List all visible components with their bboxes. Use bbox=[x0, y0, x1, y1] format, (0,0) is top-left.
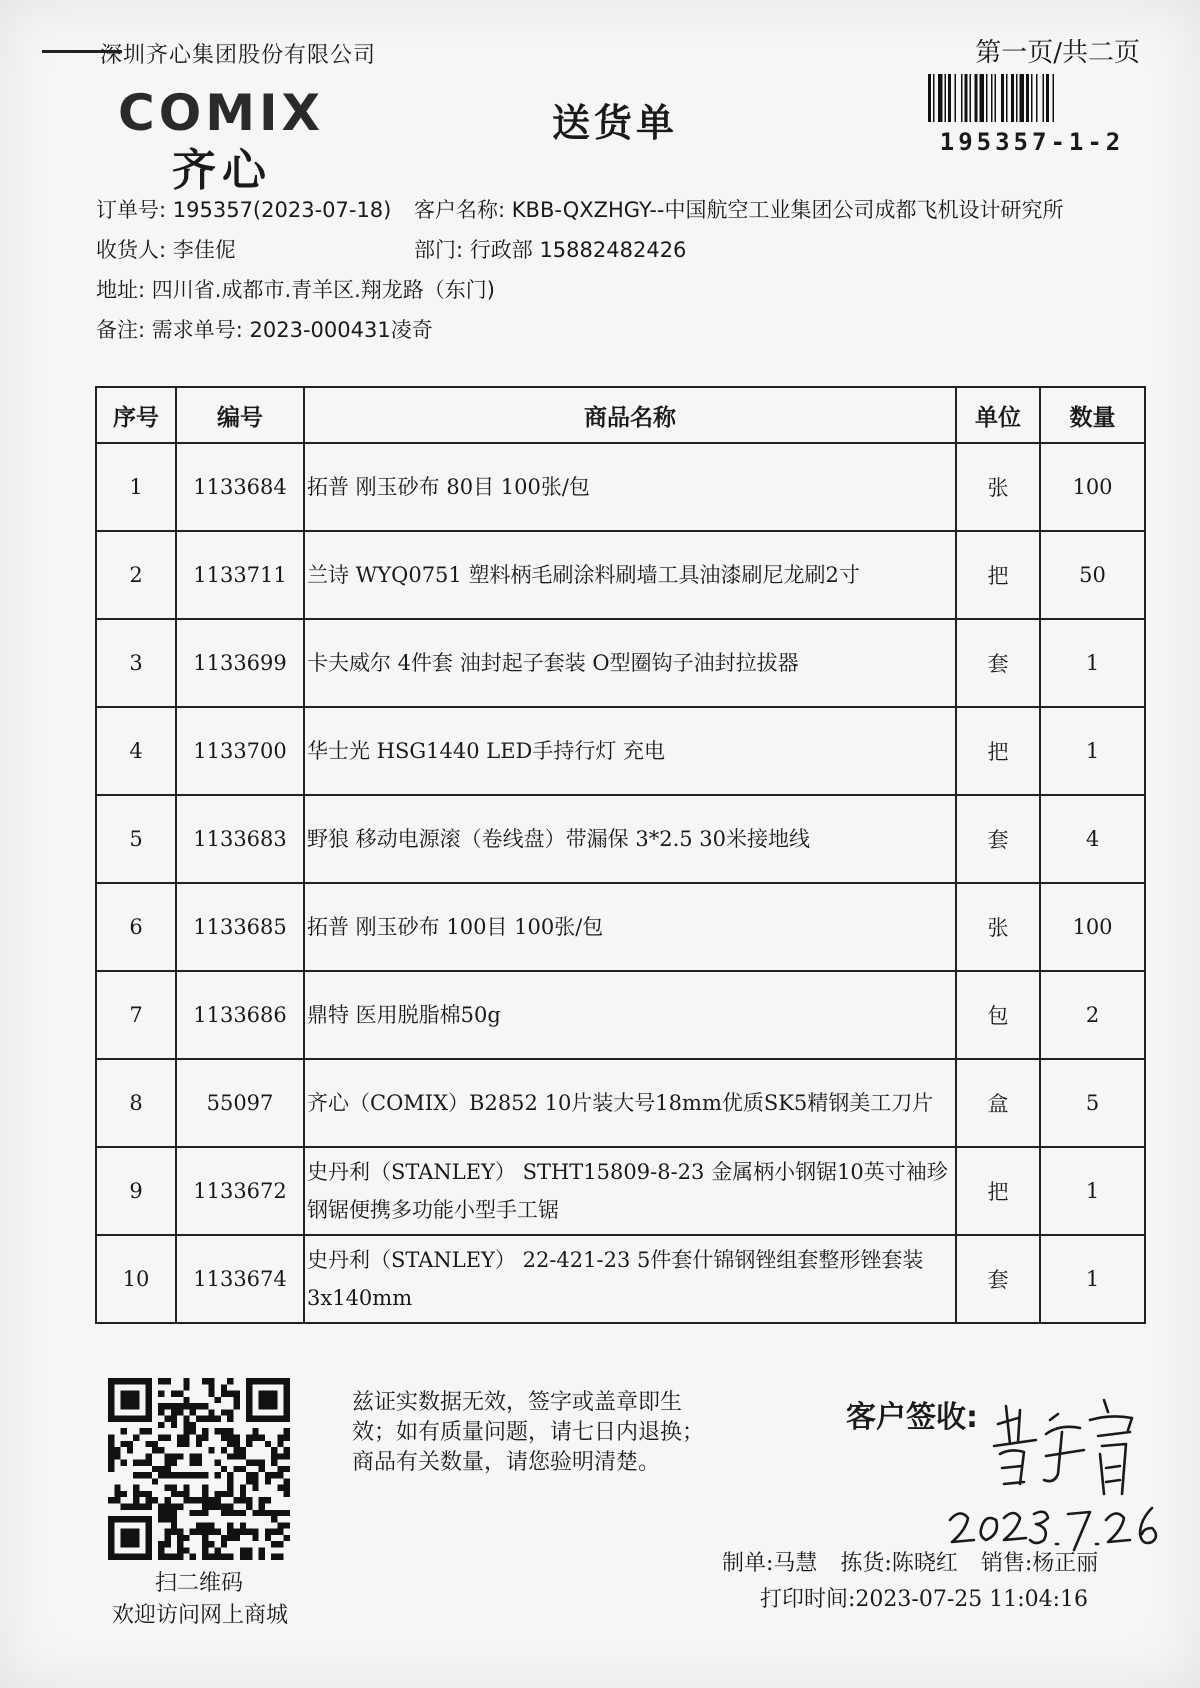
notice-line-1: 兹证实数据无效，签字或盖章即生 bbox=[352, 1390, 683, 1415]
item-unit: 把 bbox=[956, 707, 1040, 795]
item-quantity: 1 bbox=[1040, 619, 1145, 707]
item-quantity: 5 bbox=[1040, 1059, 1145, 1147]
item-name: 拓普 刚玉砂布 100目 100张/包 bbox=[304, 883, 956, 971]
item-quantity: 50 bbox=[1040, 531, 1145, 619]
row-number: 7 bbox=[96, 971, 176, 1059]
header-name: 商品名称 bbox=[304, 387, 956, 443]
item-code: 1133674 bbox=[176, 1235, 304, 1323]
item-name: 兰诗 WYQ0751 塑料柄毛刷涂料刷墙工具油漆刷尼龙刷2寸 bbox=[304, 531, 956, 619]
customer-row bbox=[414, 194, 1064, 224]
remark-label: 备注: bbox=[96, 318, 146, 342]
table-row bbox=[96, 707, 1145, 795]
company-name: 深圳齐心集团股份有限公司 bbox=[100, 43, 377, 68]
item-unit: 盒 bbox=[956, 1059, 1040, 1147]
row-number: 10 bbox=[96, 1235, 176, 1323]
header-unit: 单位 bbox=[956, 387, 1040, 443]
item-name: 鼎特 医用脱脂棉50g bbox=[304, 971, 956, 1059]
receiver-row bbox=[96, 234, 236, 264]
item-name: 拓普 刚玉砂布 80目 100张/包 bbox=[304, 443, 956, 531]
address-value: 四川省.成都市.青羊区.翔龙路（东门) bbox=[151, 278, 495, 302]
print-time: 打印时间:2023-07-25 11:04:16 bbox=[760, 1587, 1089, 1612]
receiver-value: 李佳伲 bbox=[172, 238, 236, 262]
barcode-number: 195357-1-2 bbox=[939, 128, 1125, 156]
row-number: 4 bbox=[96, 707, 176, 795]
page-indicator: 第一页/共二页 bbox=[975, 38, 1140, 68]
remark-value: 需求单号: 2023-000431凌奇 bbox=[151, 318, 433, 342]
table-row bbox=[96, 619, 1145, 707]
customer-value: KBB-QXZHGY--中国航空工业集团公司成都飞机设计研究所 bbox=[511, 198, 1064, 222]
item-code: 1133700 bbox=[176, 707, 304, 795]
row-number: 5 bbox=[96, 795, 176, 883]
svg-text:COMIX: COMIX bbox=[118, 86, 325, 140]
item-unit: 张 bbox=[956, 883, 1040, 971]
item-unit: 套 bbox=[956, 619, 1040, 707]
logo-chinese: 齐心 bbox=[172, 145, 272, 196]
remark-row bbox=[96, 314, 433, 344]
item-name: 史丹利（STANLEY） STHT15809-8-23 金属柄小钢锯10英寸袖珍钢锯便携多功能小型手工锯 bbox=[304, 1147, 956, 1235]
item-code: 55097 bbox=[176, 1059, 304, 1147]
header-qty: 数量 bbox=[1040, 387, 1145, 443]
customer-sign-label: 客户签收: bbox=[846, 1400, 978, 1435]
table-row bbox=[96, 443, 1145, 531]
row-number: 6 bbox=[96, 883, 176, 971]
item-code: 1133686 bbox=[176, 971, 304, 1059]
table-row bbox=[96, 531, 1145, 619]
row-number: 8 bbox=[96, 1059, 176, 1147]
order-value: 195357(2023-07-18) bbox=[172, 198, 392, 222]
item-code: 1133683 bbox=[176, 795, 304, 883]
picker: 拣货:陈晓红 bbox=[840, 1551, 958, 1576]
item-name: 史丹利（STANLEY） 22-421-23 5件套什锦钢锉组套整形锉套装3x140mm bbox=[304, 1235, 956, 1323]
seller: 销售:杨正丽 bbox=[980, 1551, 1099, 1576]
item-quantity: 1 bbox=[1040, 707, 1145, 795]
item-unit: 把 bbox=[956, 531, 1040, 619]
order-number-row bbox=[96, 194, 391, 224]
maker: 制单:马慧 bbox=[722, 1551, 818, 1576]
header-code: 编号 bbox=[176, 387, 304, 443]
item-quantity: 1 bbox=[1040, 1235, 1145, 1323]
item-quantity: 2 bbox=[1040, 971, 1145, 1059]
item-quantity: 100 bbox=[1040, 883, 1145, 971]
item-unit: 张 bbox=[956, 443, 1040, 531]
department-value: 行政部 15882482426 bbox=[469, 238, 687, 262]
item-name: 齐心（COMIX）B2852 10片装大号18mm优质SK5精钢美工刀片 bbox=[304, 1059, 956, 1147]
table-row bbox=[96, 1235, 1145, 1323]
item-unit: 套 bbox=[956, 795, 1040, 883]
item-unit: 把 bbox=[956, 1147, 1040, 1235]
handwritten-signature bbox=[980, 1384, 1160, 1514]
qr-label-scan: 扫二维码 bbox=[154, 1571, 243, 1596]
qr-label-welcome: 欢迎访问网上商城 bbox=[111, 1603, 288, 1628]
item-code: 1133685 bbox=[176, 883, 304, 971]
table-row bbox=[96, 795, 1145, 883]
header-no: 序号 bbox=[96, 387, 176, 443]
notice-text bbox=[352, 1388, 772, 1478]
receiver-label: 收货人: bbox=[96, 238, 167, 262]
table-header-row bbox=[96, 387, 1145, 443]
department-row bbox=[414, 234, 686, 264]
item-code: 1133711 bbox=[176, 531, 304, 619]
item-name: 卡夫威尔 4件套 油封起子套装 O型圈钩子油封拉拔器 bbox=[304, 619, 956, 707]
row-number: 9 bbox=[96, 1147, 176, 1235]
row-number: 2 bbox=[96, 531, 176, 619]
item-code: 1133684 bbox=[176, 443, 304, 531]
order-label: 订单号: bbox=[96, 198, 167, 222]
table-row bbox=[96, 971, 1145, 1059]
item-unit: 包 bbox=[956, 971, 1040, 1059]
notice-line-3: 商品有关数量，请您验明清楚。 bbox=[352, 1450, 661, 1475]
item-code: 1133699 bbox=[176, 619, 304, 707]
row-number: 3 bbox=[96, 619, 176, 707]
item-code: 1133672 bbox=[176, 1147, 304, 1235]
item-name: 华士光 HSG1440 LED手持行灯 充电 bbox=[304, 707, 956, 795]
table-row bbox=[96, 883, 1145, 971]
comix-logo bbox=[118, 86, 358, 140]
table-row bbox=[96, 1059, 1145, 1147]
item-name: 野狼 移动电源滚（卷线盘）带漏保 3*2.5 30米接地线 bbox=[304, 795, 956, 883]
customer-label: 客户名称: bbox=[414, 198, 506, 222]
items-table bbox=[95, 386, 1146, 1324]
row-number: 1 bbox=[96, 443, 176, 531]
table-row bbox=[96, 1147, 1145, 1235]
item-unit: 套 bbox=[956, 1235, 1040, 1323]
address-row bbox=[96, 274, 495, 304]
document-title: 送货单 bbox=[552, 100, 679, 145]
department-label: 部门: bbox=[414, 238, 464, 262]
item-quantity: 1 bbox=[1040, 1147, 1145, 1235]
item-quantity: 100 bbox=[1040, 443, 1145, 531]
barcode-icon bbox=[926, 74, 1138, 122]
address-label: 地址: bbox=[96, 278, 146, 302]
staff-line bbox=[722, 1546, 1114, 1577]
item-quantity: 4 bbox=[1040, 795, 1145, 883]
qr-code-icon bbox=[108, 1378, 290, 1560]
notice-line-2: 效；如有质量问题，请七日内退换； bbox=[352, 1420, 705, 1445]
